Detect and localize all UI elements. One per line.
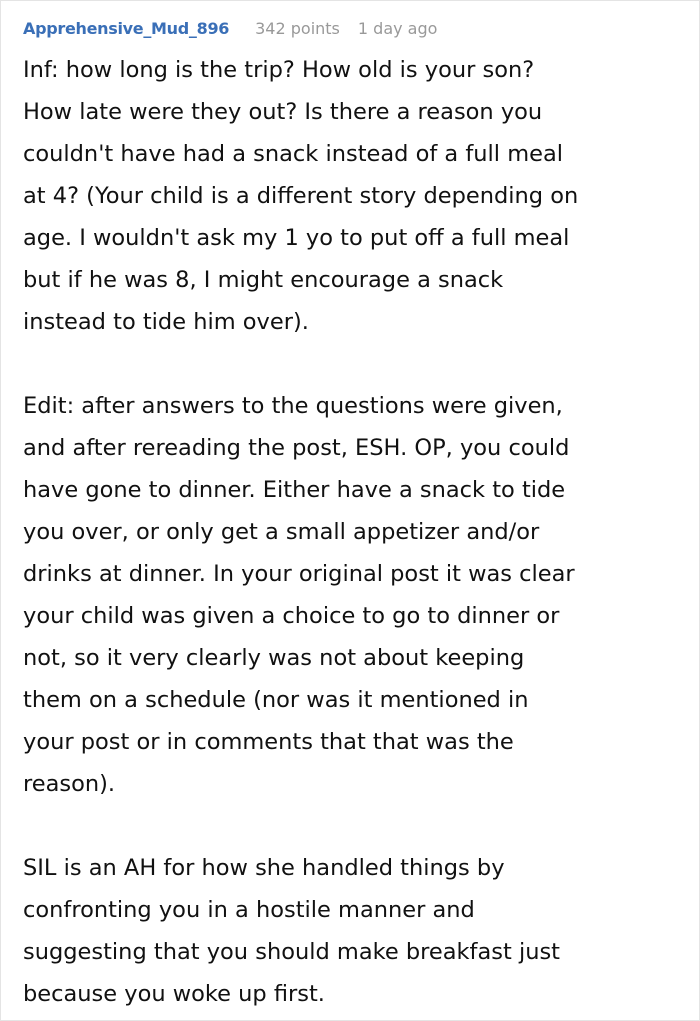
comment-paragraph bbox=[23, 49, 578, 343]
text-line: How late were they out? Is there a reason you bbox=[23, 99, 543, 125]
text-line: suggesting that you should make breakfast just bbox=[23, 939, 561, 965]
text-line: but if he was 8, I might encourage a snack bbox=[23, 267, 504, 293]
paragraph-gap bbox=[23, 805, 578, 847]
text-line: couldn't have had a snack instead of a full meal bbox=[23, 141, 563, 167]
text-line: Inf: how long is the trip? How old is your son? bbox=[23, 57, 535, 83]
username-link[interactable]: Apprehensive_Mud_896 bbox=[23, 19, 230, 38]
text-line: you over, or only get a small appetizer and/or bbox=[23, 519, 540, 545]
text-line: drinks at dinner. In your original post it was clear bbox=[23, 561, 575, 587]
timestamp: 1 day ago bbox=[357, 19, 438, 38]
points: 342 points bbox=[255, 19, 340, 38]
text-line: SIL is an AH for how she handled things by bbox=[23, 855, 505, 881]
comment-paragraph bbox=[23, 847, 578, 1015]
text-line: your post or in comments that that was the bbox=[23, 729, 514, 755]
text-line: your child was given a choice to go to dinner or bbox=[23, 603, 560, 629]
text-line: Edit: after answers to the questions were given, bbox=[23, 393, 563, 419]
text-line: at 4? (Your child is a different story depending on bbox=[23, 183, 579, 209]
text-line: age. I wouldn't ask my 1 yo to put off a full meal bbox=[23, 225, 570, 251]
paragraph-gap bbox=[23, 343, 578, 385]
comment-meta bbox=[23, 19, 437, 38]
comment-body bbox=[23, 49, 578, 1015]
comment-paragraph bbox=[23, 385, 578, 805]
text-line: instead to tide him over). bbox=[23, 309, 309, 335]
text-line: reason). bbox=[23, 771, 116, 797]
text-line: them on a schedule (nor was it mentioned in bbox=[23, 687, 529, 713]
text-line: and after rereading the post, ESH. OP, you could bbox=[23, 435, 570, 461]
text-line: because you woke up first. bbox=[23, 981, 325, 1007]
text-line: not, so it very clearly was not about keeping bbox=[23, 645, 525, 671]
text-line: have gone to dinner. Either have a snack to tide bbox=[23, 477, 566, 503]
text-line: confronting you in a hostile manner and bbox=[23, 897, 475, 923]
